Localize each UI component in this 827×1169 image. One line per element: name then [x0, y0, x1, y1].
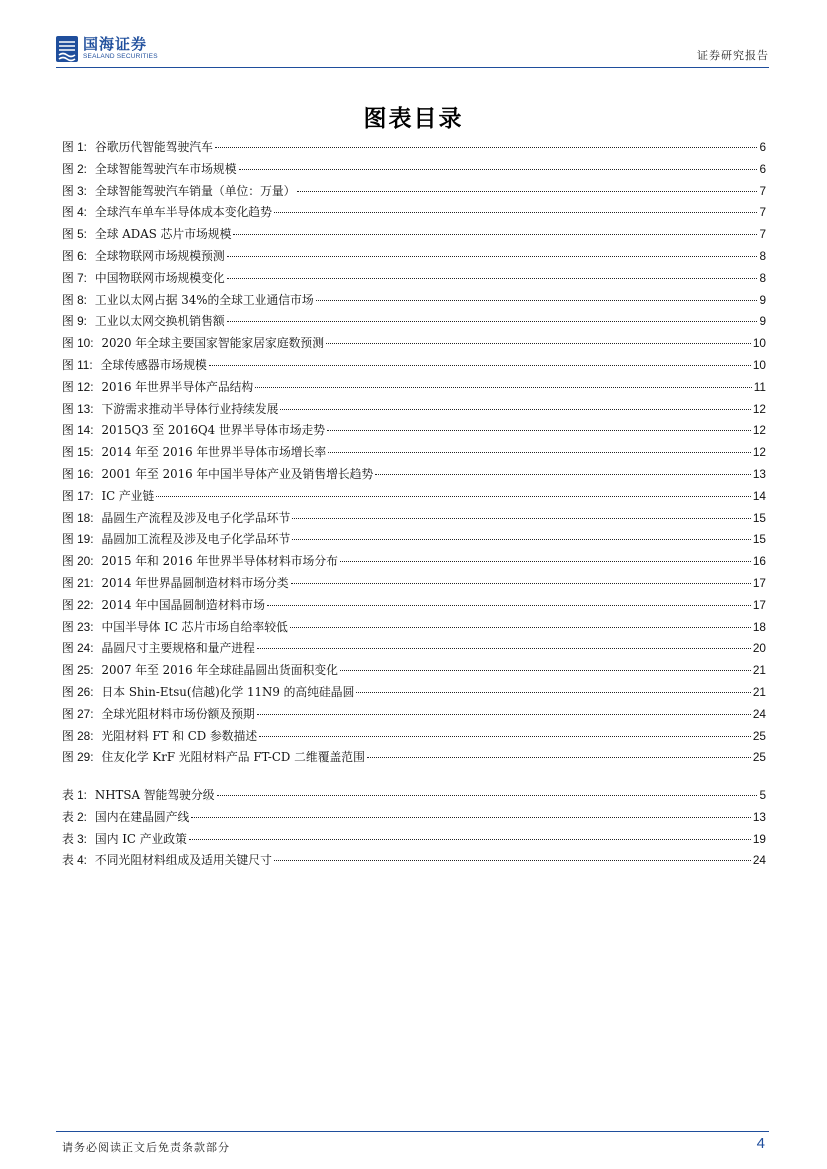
toc-dot-leader [209, 365, 751, 366]
disclaimer-note: 请务必阅读正文后免责条款部分 [62, 1141, 230, 1154]
toc-dot-leader [255, 387, 752, 388]
toc-entry-title: 全球光阻材料市场份额及预期 [101, 706, 255, 721]
figure-toc-entry[interactable] [62, 356, 766, 378]
toc-entry-title: 工业以太网交换机销售额 [94, 314, 225, 329]
figure-toc-entry[interactable] [62, 705, 766, 727]
toc-entry-title: 国内 IC 产业政策 [94, 831, 187, 846]
toc-entry-label: 图 12: [62, 379, 94, 394]
toc-entry-title: 住友化学 KrF 光阻材料产品 FT-CD 二维覆盖范围 [101, 750, 365, 765]
toc-entry-title: 日本 Shin-Etsu(信越)化学 11N9 的高纯硅晶圆 [101, 684, 355, 699]
toc-entry-label: 图 14: [62, 423, 94, 438]
toc-entry-title: 2014 年中国晶圆制造材料市场 [101, 597, 266, 612]
toc-entry-label: 图 9: [62, 314, 87, 329]
toc-entry-page: 6 [759, 140, 766, 154]
toc-entry-title: NHTSA 智能驾驶分级 [94, 788, 215, 802]
toc-entry-title: 工业以太网占据 34%的全球工业通信市场 [94, 292, 314, 307]
toc-entry-title: 2001 年至 2016 年中国半导体产业及销售增长趋势 [101, 466, 374, 481]
toc-entry-label: 图 2: [62, 161, 87, 176]
toc-entry-label: 图 16: [62, 466, 94, 481]
toc-entry-title: 全球物联网市场规模预测 [94, 248, 225, 263]
toc-entry-title: 晶圆加工流程及涉及电子化学品环节 [101, 532, 291, 547]
toc-entry-page: 14 [752, 488, 766, 503]
figure-toc-entry[interactable] [62, 225, 766, 247]
toc-entry-page: 21 [752, 663, 766, 678]
toc-entry-page: 8 [759, 248, 766, 263]
toc-dot-leader [326, 343, 751, 344]
toc-entry-page: 16 [752, 554, 766, 569]
toc-entry-title: 2014 年世界晶圆制造材料市场分类 [101, 575, 289, 590]
toc-entry-label: 图 17: [62, 488, 94, 503]
toc-entry-label: 图 13: [62, 401, 94, 416]
toc-entry-title: 全球传感器市场规模 [100, 357, 207, 372]
figure-toc-entry[interactable] [62, 727, 766, 749]
toc-entry-title: 晶圆生产流程及涉及电子化学品环节 [101, 510, 291, 525]
toc-entry-label: 图 26: [62, 684, 94, 699]
toc-entry-label: 图 15: [62, 445, 94, 460]
toc-entry-page: 19 [752, 831, 766, 846]
figure-toc-entry[interactable] [62, 291, 766, 313]
toc-entry-page: 7 [759, 205, 766, 220]
toc-entry-page: 17 [752, 597, 766, 612]
toc-dot-leader [290, 627, 751, 628]
toc-entry-page: 24 [752, 853, 766, 868]
toc-dot-leader [328, 452, 751, 453]
toc-entry-label: 图 11: [62, 357, 93, 372]
toc-entry-label: 表 4: [62, 853, 87, 868]
table-toc-entry[interactable] [62, 808, 766, 830]
footer-divider [56, 1131, 769, 1132]
toc-entry-label: 图 1: [62, 140, 87, 154]
figure-toc-entry[interactable] [62, 334, 766, 356]
toc-entry-label: 图 6: [62, 248, 87, 263]
toc-entry-title: 全球智能驾驶汽车销量（单位：万量） [94, 183, 296, 198]
figure-toc-entry[interactable] [62, 182, 766, 204]
toc-entry-title: 不同光阻材料组成及适用关键尺寸 [94, 853, 272, 868]
toc-dot-leader [233, 234, 757, 235]
toc-entry-title: 光阻材料 FT 和 CD 参数描述 [101, 728, 258, 743]
toc-dot-leader [327, 430, 751, 431]
figure-toc-entry[interactable] [62, 400, 766, 422]
toc-entry-page: 12 [752, 401, 766, 416]
table-toc-entry[interactable] [62, 851, 766, 873]
figure-toc-entry[interactable] [62, 661, 766, 683]
figure-toc-entry[interactable] [62, 552, 766, 574]
toc-dot-leader [292, 518, 751, 519]
toc-dot-leader [257, 648, 751, 649]
toc-dot-leader [274, 212, 758, 213]
toc-entry-label: 图 8: [62, 292, 87, 307]
toc-entry-label: 图 7: [62, 270, 87, 285]
page-number: 4 [756, 1135, 765, 1152]
toc-entry-label: 图 27: [62, 706, 94, 721]
toc-dot-leader [227, 256, 758, 257]
toc-entry-page: 17 [752, 575, 766, 590]
toc-entry-page: 13 [752, 809, 766, 824]
toc-entry-page: 6 [759, 161, 766, 176]
logo-english-name: SEALAND SECURITIES [83, 53, 158, 61]
figure-toc-entry[interactable] [62, 465, 766, 487]
toc-entry-page: 13 [752, 466, 766, 481]
figure-toc-entry[interactable] [62, 269, 766, 291]
toc-entry-page: 24 [752, 706, 766, 721]
toc-entry-page: 5 [759, 788, 766, 802]
page-header [56, 36, 769, 66]
header-divider [56, 67, 769, 68]
toc-entry-label: 图 29: [62, 750, 94, 765]
toc-entry-label: 图 4: [62, 205, 87, 220]
toc-entry-title: 2014 年至 2016 年世界半导体市场增长率 [101, 445, 327, 460]
toc-dot-leader [259, 736, 751, 737]
toc-dot-leader [257, 714, 751, 715]
table-toc-entry[interactable] [62, 830, 766, 852]
toc-entry-label: 图 5: [62, 227, 87, 242]
toc-entry-title: 国内在建晶圆产线 [94, 809, 190, 824]
toc-entry-page: 12 [752, 445, 766, 460]
figure-toc-entry[interactable] [62, 530, 766, 552]
table-toc-entry[interactable] [62, 786, 766, 808]
page-title: 图表目录 [363, 105, 464, 132]
toc-entry-title: 中国半导体 IC 芯片市场自给率较低 [101, 619, 288, 634]
toc-dot-leader [274, 860, 751, 861]
toc-entry-page: 10 [752, 336, 766, 351]
sealand-logo-icon [56, 36, 78, 62]
toc-entry-title: 下游需求推动半导体行业持续发展 [101, 401, 279, 416]
toc-entry-title: IC 产业链 [101, 488, 155, 503]
toc-entry-page: 8 [759, 270, 766, 285]
toc-dot-leader [215, 147, 758, 148]
toc-entry-label: 表 1: [62, 788, 87, 802]
toc-dot-leader [316, 300, 758, 301]
toc-entry-page: 20 [752, 641, 766, 656]
figure-toc-entry[interactable] [62, 160, 766, 182]
toc-entry-label: 图 18: [62, 510, 94, 525]
toc-entry-title: 谷歌历代智能驾驶汽车 [94, 140, 213, 154]
figure-toc-entry[interactable] [62, 509, 766, 531]
toc-entry-page: 9 [759, 292, 766, 307]
toc-dot-leader [356, 692, 750, 693]
toc-entry-title: 全球智能驾驶汽车市场规模 [94, 161, 237, 176]
toc-entry-page: 11 [753, 379, 766, 394]
toc-dot-leader [189, 839, 751, 840]
figure-toc-entry[interactable] [62, 138, 766, 160]
figure-toc-entry[interactable] [62, 443, 766, 465]
toc-entry-title: 全球 ADAS 芯片市场规模 [94, 227, 232, 242]
logo-chinese-name: 国海证券 [83, 35, 148, 54]
toc-entry-label: 图 20: [62, 554, 94, 569]
toc-entry-page: 15 [752, 510, 766, 525]
toc-entry-page: 10 [752, 357, 766, 372]
toc-entry-label: 表 2: [62, 809, 87, 824]
toc-dot-leader [267, 605, 751, 606]
toc-dot-leader [375, 474, 751, 475]
toc-dot-leader [340, 561, 751, 562]
toc-entry-title: 晶圆尺寸主要规格和量产进程 [101, 641, 255, 656]
toc-dot-leader [227, 278, 758, 279]
toc-dot-leader [217, 795, 758, 796]
toc-entry-label: 图 24: [62, 641, 94, 656]
figure-toc-entry[interactable] [62, 639, 766, 661]
toc-entry-title: 2015Q3 至 2016Q4 世界半导体市场走势 [101, 423, 326, 438]
figure-toc-entry[interactable] [62, 378, 766, 400]
toc-entry-label: 图 28: [62, 728, 94, 743]
figure-toc-entry[interactable] [62, 203, 766, 225]
toc-dot-leader [239, 169, 758, 170]
toc-dot-leader [367, 757, 751, 758]
figure-list [62, 138, 766, 770]
figure-toc-entry[interactable] [62, 748, 766, 770]
figure-toc-entry[interactable] [62, 487, 766, 509]
figure-toc-entry[interactable] [62, 421, 766, 443]
toc-entry-page: 18 [752, 619, 766, 634]
toc-entry-title: 中国物联网市场规模变化 [94, 270, 225, 285]
toc-dot-leader [291, 583, 751, 584]
report-type-label: 证券研究报告 [697, 49, 769, 62]
toc-dot-leader [156, 496, 751, 497]
figure-toc-entry[interactable] [62, 596, 766, 618]
toc-entry-label: 图 23: [62, 619, 94, 634]
table-list [62, 786, 766, 873]
toc-dot-leader [340, 670, 751, 671]
toc-entry-page: 7 [759, 183, 766, 198]
toc-dot-leader [297, 191, 757, 192]
toc-dot-leader [191, 817, 751, 818]
toc-entry-label: 图 25: [62, 663, 94, 678]
toc-entry-title: 2016 年世界半导体产品结构 [101, 379, 254, 394]
toc-entry-label: 图 3: [62, 183, 87, 198]
toc-dot-leader [280, 409, 750, 410]
figure-toc-entry[interactable] [62, 618, 766, 640]
toc-entry-page: 9 [759, 314, 766, 329]
toc-entry-label: 图 22: [62, 597, 94, 612]
toc-entry-page: 25 [752, 750, 766, 765]
toc-entry-label: 图 10: [62, 336, 94, 351]
toc-entry-page: 15 [752, 532, 766, 547]
toc-entry-page: 21 [752, 684, 766, 699]
toc-entry-title: 2020 年全球主要国家智能家居家庭数预测 [101, 336, 325, 351]
toc-entry-label: 图 19: [62, 532, 94, 547]
figure-toc-entry[interactable] [62, 247, 766, 269]
toc-entry-page: 7 [759, 227, 766, 242]
toc-dot-leader [227, 321, 758, 322]
toc-entry-page: 12 [752, 423, 766, 438]
toc-dot-leader [292, 539, 751, 540]
toc-entry-title: 2007 年至 2016 年全球硅晶圆出货面积变化 [101, 663, 338, 678]
figure-toc-entry[interactable] [62, 312, 766, 334]
toc-entry-title: 全球汽车单车半导体成本变化趋势 [94, 205, 272, 220]
figure-toc-entry[interactable] [62, 574, 766, 596]
toc-entry-label: 表 3: [62, 831, 87, 846]
company-logo [56, 36, 158, 62]
toc-entry-page: 25 [752, 728, 766, 743]
toc-entry-label: 图 21: [62, 575, 94, 590]
toc-entry-title: 2015 年和 2016 年世界半导体材料市场分布 [101, 554, 338, 569]
figure-toc-entry[interactable] [62, 683, 766, 705]
